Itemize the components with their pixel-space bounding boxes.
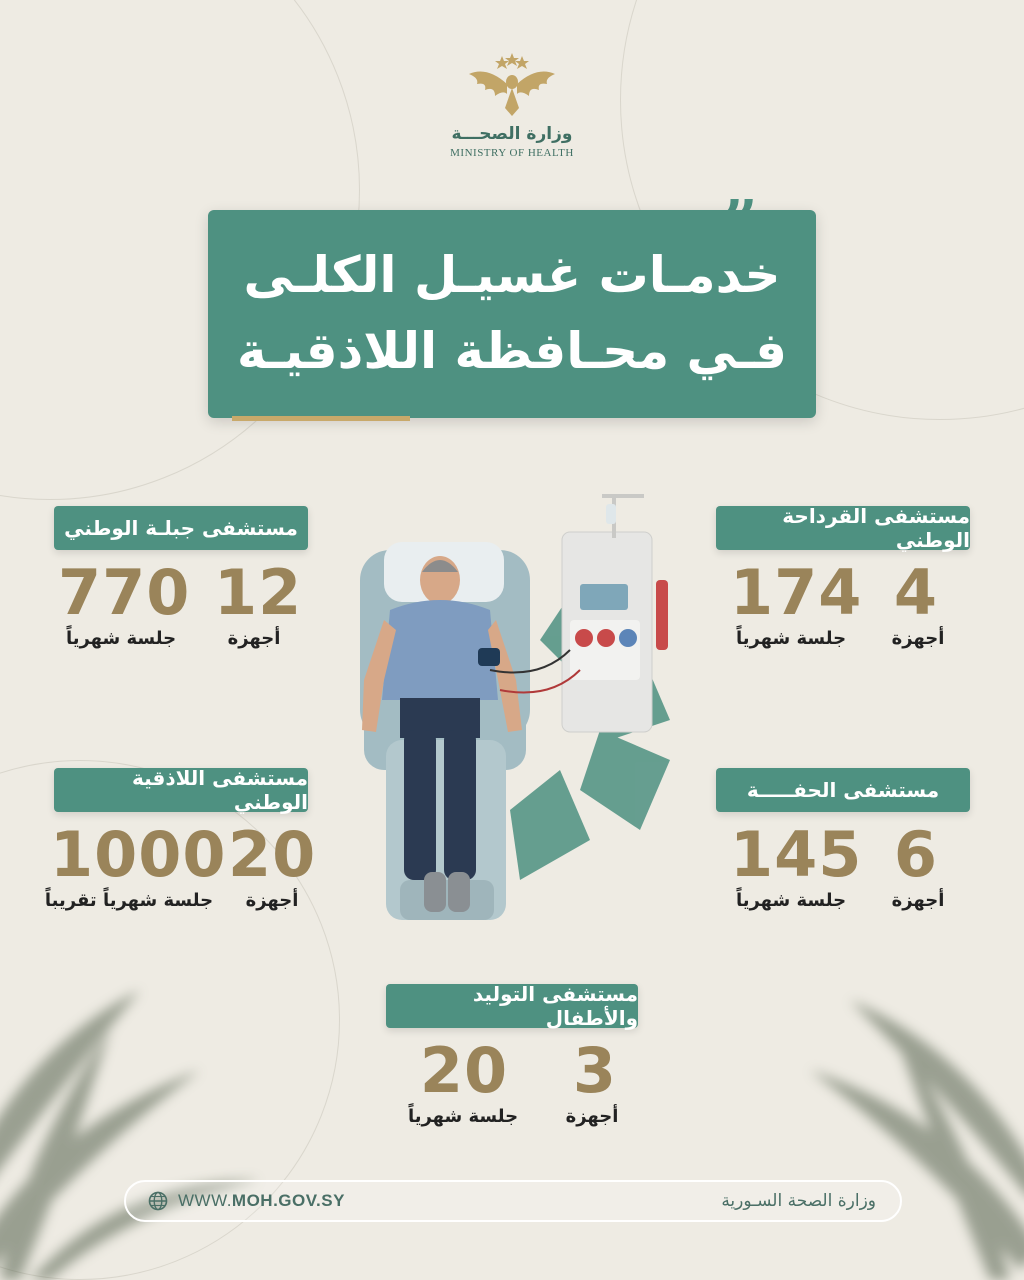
hospital-name: مستشفى الحفـــــة xyxy=(716,768,970,812)
palm-leaf-right-icon xyxy=(790,960,1024,1280)
devices-count: 4 xyxy=(893,556,939,629)
sessions-label: جلسة شهرياً xyxy=(65,628,177,649)
website-url-domain: MOH.GOV.SY xyxy=(231,1191,345,1210)
ministry-name-en: MINISTRY OF HEALTH xyxy=(450,147,574,159)
title-banner xyxy=(208,210,816,418)
sessions-label: جلسة شهرياً xyxy=(735,890,847,911)
devices-count: 6 xyxy=(893,818,939,891)
globe-icon xyxy=(148,1191,168,1211)
eagle-emblem-icon xyxy=(467,52,557,118)
sessions-label: جلسة شهرياً xyxy=(735,628,847,649)
ministry-name-ar: وزارة الصحـــة xyxy=(451,124,573,144)
devices-label: أجهزة xyxy=(891,628,945,649)
devices-count: 3 xyxy=(572,1034,618,1107)
website-link[interactable] xyxy=(178,1191,345,1211)
devices-label: أجهزة xyxy=(891,890,945,911)
ministry-logo xyxy=(437,52,587,159)
page-title-line-2: فـي محـافظة اللاذقيـة xyxy=(237,322,787,380)
devices-count: 12 xyxy=(214,556,303,629)
footer-bar xyxy=(124,1180,902,1222)
palm-leaf-left-icon xyxy=(0,960,280,1280)
devices-label: أجهزة xyxy=(245,890,299,911)
hospital-name: مستشفى جبلـة الوطني xyxy=(54,506,308,550)
page-title-line-1: خدمـات غسيـل الكلـى xyxy=(243,246,781,304)
website-url-prefix: WWW. xyxy=(178,1191,232,1210)
sessions-count: 20 xyxy=(419,1034,509,1107)
sessions-label: جلسة شهرياً xyxy=(407,1106,519,1127)
sessions-count: 145 xyxy=(730,818,863,891)
sessions-count: 174 xyxy=(730,556,863,629)
devices-count: 20 xyxy=(228,818,317,891)
title-underline xyxy=(232,416,410,421)
hospital-name: مستشفى القرداحة الوطني xyxy=(716,506,970,550)
devices-label: أجهزة xyxy=(227,628,281,649)
sessions-label: جلسة شهرياً تقريباً xyxy=(44,890,214,911)
hospital-name: مستشفى اللاذقية الوطني xyxy=(54,768,308,812)
devices-label: أجهزة xyxy=(565,1106,619,1127)
sessions-count: 770 xyxy=(58,556,191,629)
dialysis-patient-illustration xyxy=(340,480,700,940)
sessions-count: 1000 xyxy=(50,818,227,891)
hospital-name: مستشفى التوليد والأطفال xyxy=(386,984,638,1028)
footer-ministry-name: وزارة الصحة السـورية xyxy=(721,1191,876,1211)
